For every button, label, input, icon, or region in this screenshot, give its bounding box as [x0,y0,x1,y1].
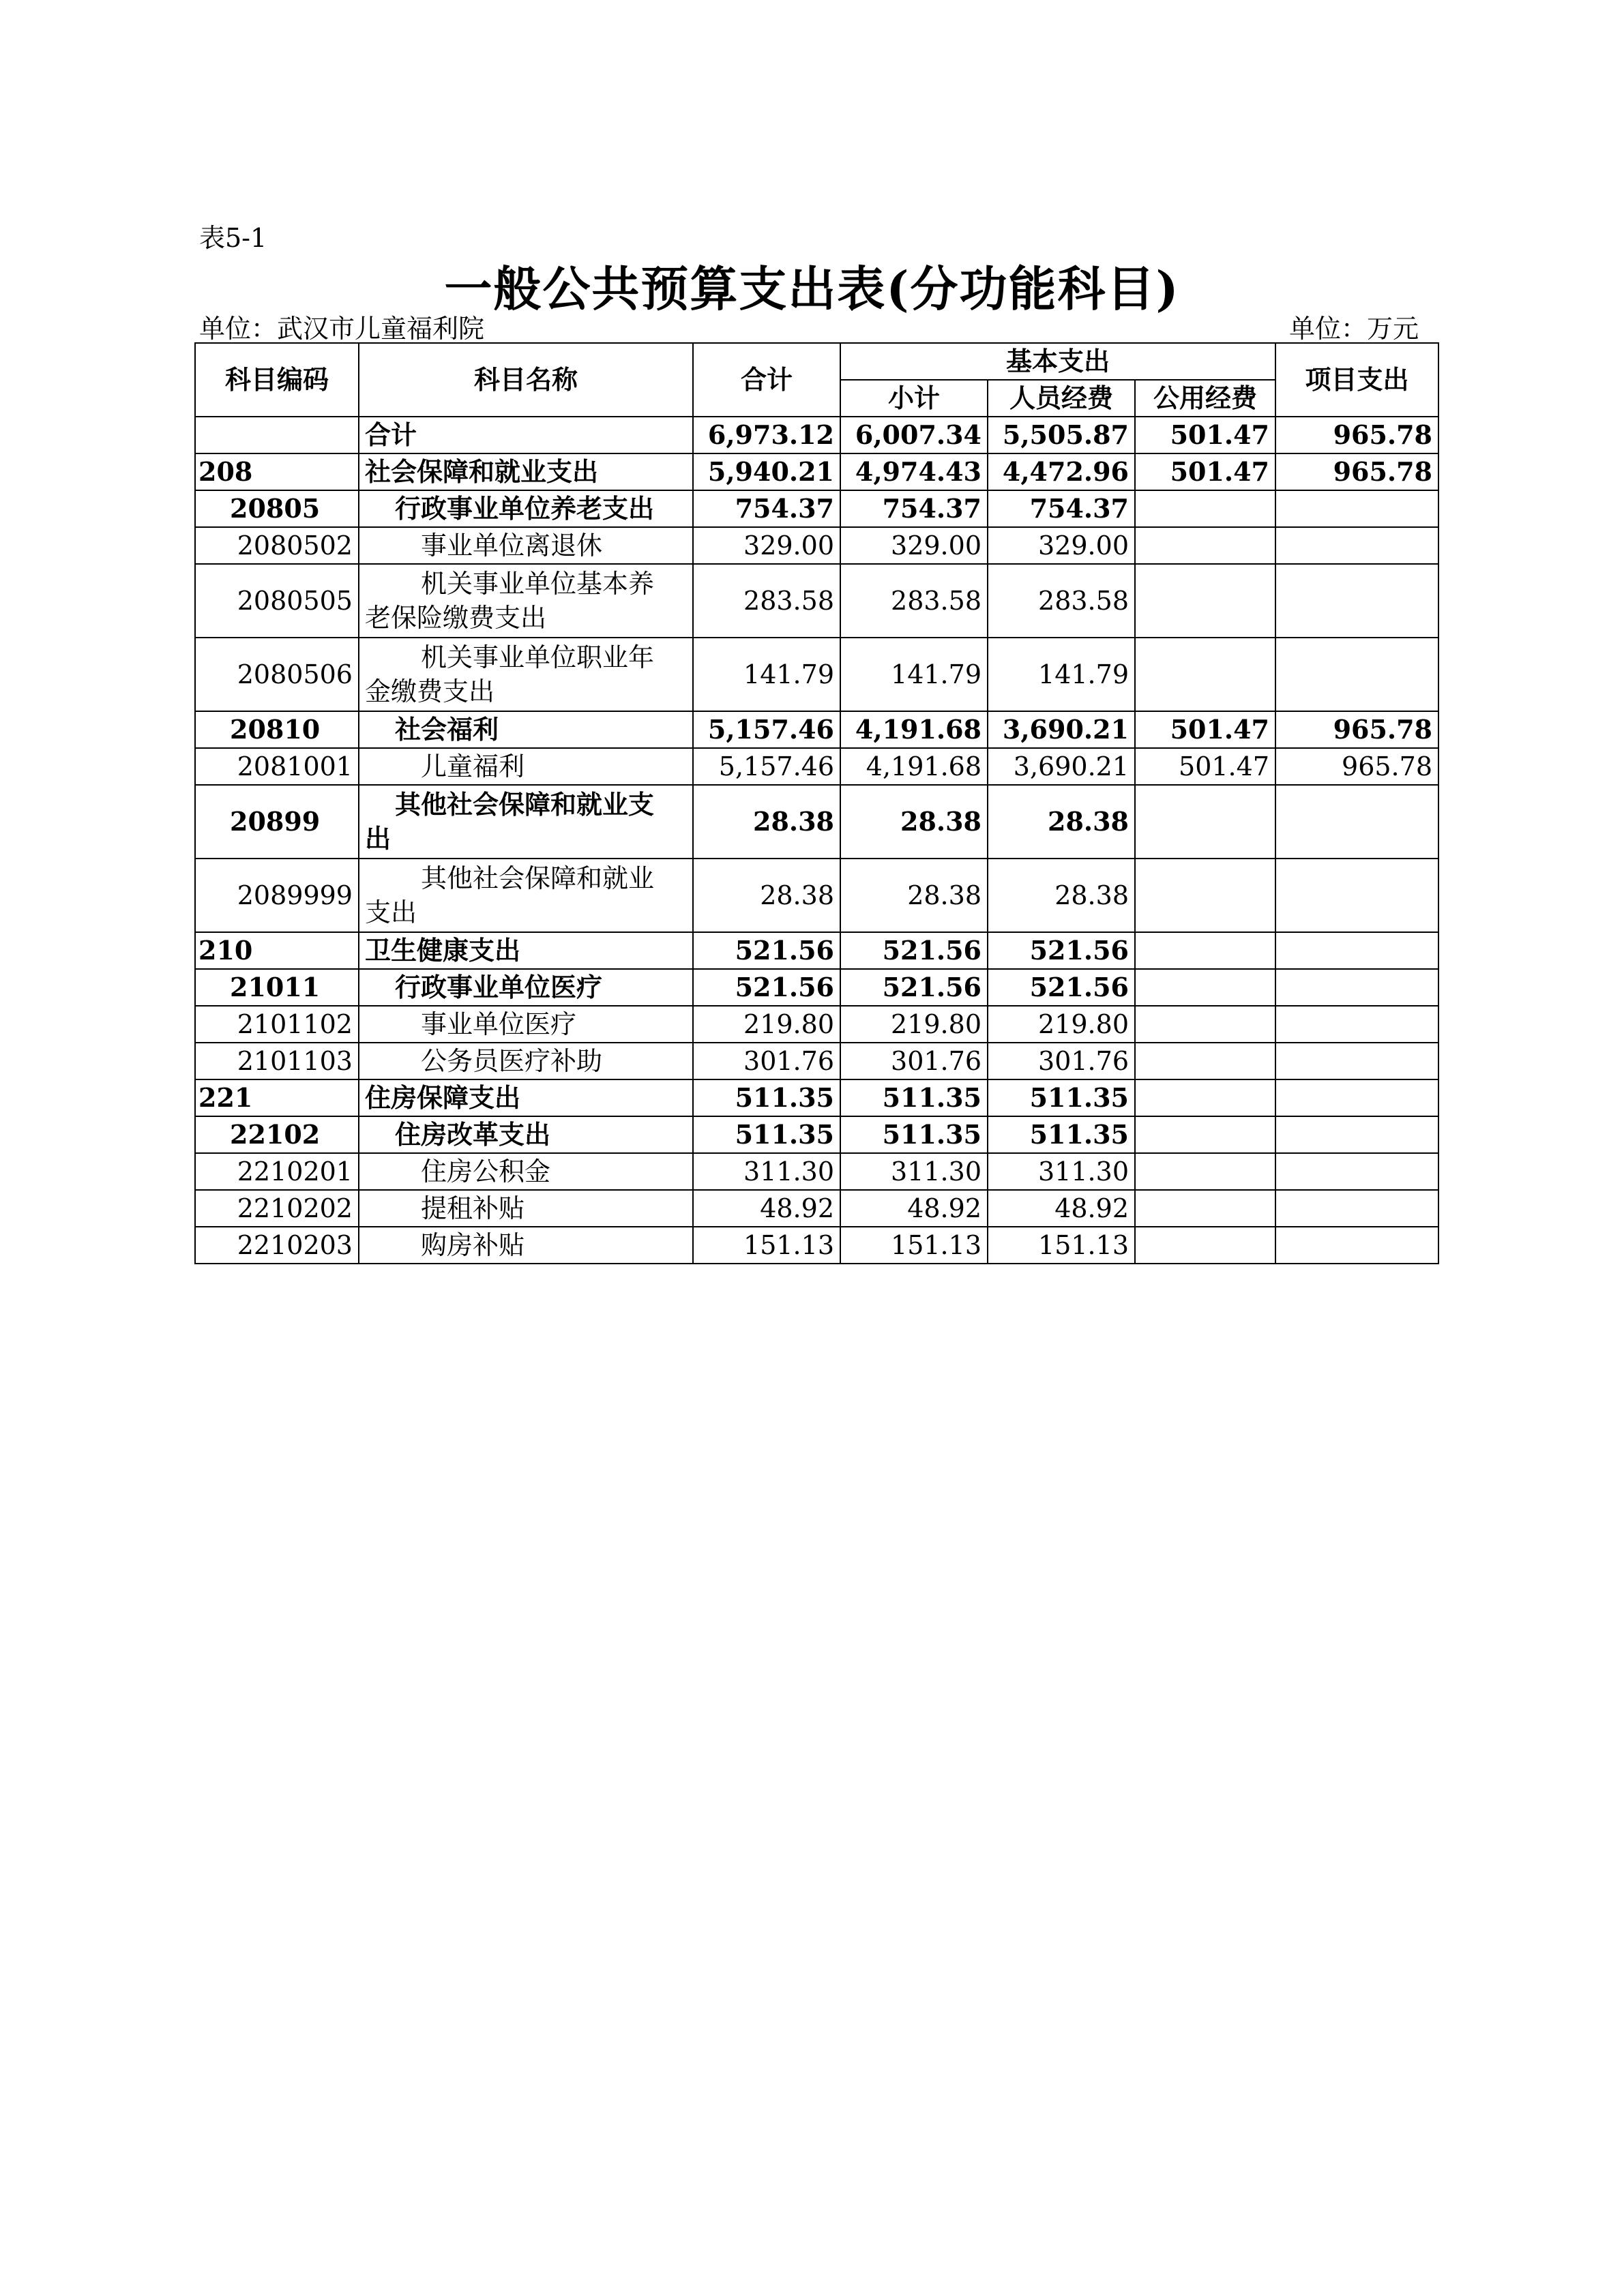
table-row [195,564,1438,638]
cell-project: 965.78 [1275,417,1438,453]
cell-personnel: 3,690.21 [988,748,1135,785]
cell-personnel: 151.13 [988,1227,1135,1264]
cell-code: 2101103 [195,1043,359,1079]
cell-personnel: 5,505.87 [988,417,1135,453]
cell-name: 住房公积金 [359,1153,693,1190]
cell-public [1135,969,1275,1006]
cell-name-line1: 其他社会保障和就业支 [395,789,655,820]
cell-project [1275,969,1438,1006]
cell-subtotal: 754.37 [840,490,988,527]
cell-name [359,859,693,932]
header-public: 公用经费 [1135,380,1275,417]
header-subtotal: 小计 [840,380,988,417]
cell-total: 151.13 [693,1227,840,1264]
cell-public [1135,1116,1275,1153]
cell-name-line1: 其他社会保障和就业 [421,863,655,893]
cell-personnel: 521.56 [988,969,1135,1006]
cell-project [1275,1043,1438,1079]
table-row [195,969,1438,1006]
cell-code: 2210202 [195,1190,359,1227]
cell-subtotal: 511.35 [840,1079,988,1116]
cell-personnel: 511.35 [988,1116,1135,1153]
table-row [195,1227,1438,1264]
cell-subtotal: 28.38 [840,859,988,932]
cell-project [1275,564,1438,638]
cell-public [1135,1153,1275,1190]
cell-project [1275,527,1438,564]
cell-total: 329.00 [693,527,840,564]
header-basic: 基本支出 [840,343,1275,380]
table-row [195,1116,1438,1153]
cell-subtotal: 4,191.68 [840,748,988,785]
table-row [195,1043,1438,1079]
cell-personnel: 301.76 [988,1043,1135,1079]
cell-total: 511.35 [693,1079,840,1116]
cell-public [1135,1079,1275,1116]
cell-subtotal: 4,191.68 [840,711,988,748]
cell-total: 311.30 [693,1153,840,1190]
cell-public: 501.47 [1135,453,1275,490]
cell-code: 2210203 [195,1227,359,1264]
cell-personnel: 3,690.21 [988,711,1135,748]
cell-total: 521.56 [693,932,840,969]
cell-code: 2081001 [195,748,359,785]
cell-subtotal: 511.35 [840,1116,988,1153]
cell-project [1275,1190,1438,1227]
cell-personnel: 754.37 [988,490,1135,527]
cell-total: 6,973.12 [693,417,840,453]
header-project: 项目支出 [1275,343,1438,417]
cell-public: 501.47 [1135,748,1275,785]
cell-personnel: 283.58 [988,564,1135,638]
cell-subtotal: 141.79 [840,638,988,711]
table-row [195,527,1438,564]
cell-personnel: 28.38 [988,785,1135,859]
cell-code: 20810 [195,711,359,748]
cell-public [1135,527,1275,564]
table-row [195,1153,1438,1190]
unit-organization: 单位：武汉市儿童福利院 [199,314,485,344]
cell-project [1275,932,1438,969]
cell-subtotal: 329.00 [840,527,988,564]
cell-name: 公务员医疗补助 [359,1043,693,1079]
cell-name-line1: 机关事业单位基本养 [421,569,655,599]
cell-name-line2: 老保险缴费支出 [365,603,547,633]
cell-name-line2: 金缴费支出 [365,676,495,706]
cell-code: 21011 [195,969,359,1006]
cell-personnel: 141.79 [988,638,1135,711]
header-total: 合计 [693,343,840,417]
cell-subtotal: 521.56 [840,969,988,1006]
budget-table [194,342,1439,1264]
cell-subtotal: 301.76 [840,1043,988,1079]
cell-code: 2089999 [195,859,359,932]
cell-code: 221 [195,1079,359,1116]
cell-total: 5,157.46 [693,748,840,785]
header-code: 科目编码 [195,343,359,417]
cell-code: 2080505 [195,564,359,638]
cell-project [1275,1153,1438,1190]
cell-name-line2: 出 [365,823,392,854]
cell-public [1135,564,1275,638]
cell-subtotal: 283.58 [840,564,988,638]
table-row [195,490,1438,527]
cell-project [1275,490,1438,527]
cell-code: 20899 [195,785,359,859]
cell-total: 28.38 [693,785,840,859]
cell-code: 210 [195,932,359,969]
cell-name: 事业单位医疗 [359,1006,693,1043]
cell-name: 卫生健康支出 [359,932,693,969]
table-row [195,453,1438,490]
cell-project [1275,1116,1438,1153]
cell-name: 儿童福利 [359,748,693,785]
cell-subtotal: 28.38 [840,785,988,859]
cell-name [359,785,693,859]
cell-subtotal: 311.30 [840,1153,988,1190]
table-row [195,785,1438,859]
table-row [195,932,1438,969]
cell-subtotal: 4,974.43 [840,453,988,490]
cell-total: 5,157.46 [693,711,840,748]
cell-subtotal: 219.80 [840,1006,988,1043]
cell-total: 28.38 [693,859,840,932]
cell-total: 521.56 [693,969,840,1006]
cell-personnel: 48.92 [988,1190,1135,1227]
cell-project [1275,638,1438,711]
cell-public [1135,1043,1275,1079]
cell-name: 合计 [359,417,693,453]
cell-name [359,564,693,638]
cell-public [1135,1227,1275,1264]
cell-personnel: 511.35 [988,1079,1135,1116]
cell-project [1275,859,1438,932]
cell-total: 301.76 [693,1043,840,1079]
cell-public [1135,638,1275,711]
cell-total: 754.37 [693,490,840,527]
cell-total: 141.79 [693,638,840,711]
cell-personnel: 4,472.96 [988,453,1135,490]
cell-project [1275,1079,1438,1116]
cell-public [1135,1190,1275,1227]
cell-code: 208 [195,453,359,490]
cell-total: 283.58 [693,564,840,638]
cell-public [1135,490,1275,527]
cell-name: 提租补贴 [359,1190,693,1227]
cell-project: 965.78 [1275,748,1438,785]
table-row [195,1006,1438,1043]
cell-personnel: 219.80 [988,1006,1135,1043]
cell-name: 行政事业单位医疗 [359,969,693,1006]
cell-name [359,638,693,711]
table-row [195,417,1438,453]
cell-code [195,417,359,453]
cell-total: 219.80 [693,1006,840,1043]
cell-public: 501.47 [1135,711,1275,748]
cell-total: 48.92 [693,1190,840,1227]
cell-name-line1: 机关事业单位职业年 [421,642,655,672]
table-row [195,1079,1438,1116]
cell-code: 20805 [195,490,359,527]
cell-public [1135,859,1275,932]
cell-subtotal: 6,007.34 [840,417,988,453]
cell-code: 2080506 [195,638,359,711]
cell-code: 2101102 [195,1006,359,1043]
cell-name: 事业单位离退休 [359,527,693,564]
cell-total: 511.35 [693,1116,840,1153]
cell-project [1275,1227,1438,1264]
cell-total: 5,940.21 [693,453,840,490]
unit-currency: 单位：万元 [1289,314,1419,344]
cell-public [1135,785,1275,859]
cell-code: 2080502 [195,527,359,564]
cell-name: 行政事业单位养老支出 [359,490,693,527]
cell-subtotal: 151.13 [840,1227,988,1264]
cell-name-line2: 支出 [365,897,417,927]
cell-code: 2210201 [195,1153,359,1190]
cell-project: 965.78 [1275,711,1438,748]
header-personnel: 人员经费 [988,380,1135,417]
table-row [195,711,1438,748]
cell-personnel: 28.38 [988,859,1135,932]
cell-personnel: 521.56 [988,932,1135,969]
cell-name: 社会保障和就业支出 [359,453,693,490]
cell-project: 965.78 [1275,453,1438,490]
table-row [195,859,1438,932]
header-name: 科目名称 [359,343,693,417]
cell-name: 社会福利 [359,711,693,748]
cell-project [1275,785,1438,859]
cell-project [1275,1006,1438,1043]
table-row [195,638,1438,711]
cell-public: 501.47 [1135,417,1275,453]
page-title: 一般公共预算支出表(分功能科目) [444,260,1180,317]
cell-subtotal: 48.92 [840,1190,988,1227]
cell-public [1135,932,1275,969]
cell-name: 住房改革支出 [359,1116,693,1153]
cell-code: 22102 [195,1116,359,1153]
cell-name: 住房保障支出 [359,1079,693,1116]
cell-personnel: 329.00 [988,527,1135,564]
table-row [195,748,1438,785]
table-row [195,1190,1438,1227]
cell-personnel: 311.30 [988,1153,1135,1190]
cell-name: 购房补贴 [359,1227,693,1264]
cell-subtotal: 521.56 [840,932,988,969]
table-number: 表5-1 [199,223,267,253]
cell-public [1135,1006,1275,1043]
